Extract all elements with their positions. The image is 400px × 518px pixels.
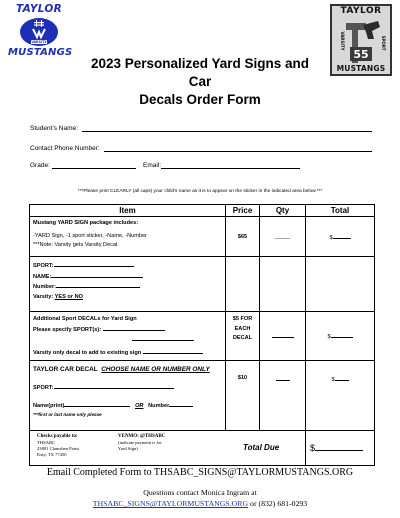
logo-ball-text: VARSITY — [31, 40, 47, 45]
car-total-field[interactable] — [306, 361, 375, 431]
student-name-field[interactable] — [82, 131, 372, 132]
additional-total-field[interactable] — [306, 312, 375, 361]
table-row-sign-details — [30, 257, 375, 312]
package-qty-field[interactable]: _____ — [260, 217, 306, 257]
logo-number: 55 — [353, 48, 369, 61]
additional-price-2: EACH — [234, 325, 251, 332]
table-row-car-decal — [30, 361, 375, 431]
email-instruction: Email Completed Form to THSABC_SIGNS@TAYLORMUSTANGS.ORG — [46, 467, 354, 478]
additional-footnote[interactable] — [33, 348, 222, 359]
table-row-additional-decals — [30, 312, 375, 361]
car-sport-label: SPORT: — [33, 384, 54, 391]
venmo-line-1: (indicate payment is for — [118, 440, 162, 445]
details-varsity[interactable] — [33, 293, 222, 303]
football-icon — [19, 16, 59, 48]
total-due-field[interactable] — [306, 431, 375, 466]
additional-footnote-text: Varsity only decal to add to existing sign — [33, 349, 142, 356]
package-total-prefix: $ — [329, 234, 333, 241]
car-sport[interactable] — [33, 383, 222, 394]
package-title: Mustang YARD SIGN package includes: — [33, 220, 139, 226]
package-line-1: -YARD Sign, -1 sport sticker, -Name, -Number — [33, 232, 147, 239]
logo-left-top-text: TAYLOR — [16, 3, 62, 15]
header-price: Price — [226, 205, 260, 217]
details-name-label: NAME: — [33, 273, 52, 280]
table-row-payment — [30, 431, 375, 466]
additional-price-3: DECAL — [232, 335, 253, 341]
car-number-label: Number — [148, 403, 170, 409]
additional-specify-label: Please specify SPORT(s): — [33, 326, 102, 333]
contact-phone: or (832) 681-0293 — [248, 499, 308, 508]
additional-qty-field[interactable] — [260, 312, 306, 361]
email-label: Email: — [143, 162, 162, 169]
details-varsity-options[interactable]: YES or NO — [54, 293, 83, 300]
car-total-prefix: $ — [331, 377, 335, 383]
logo-right-top-text: TAYLOR — [332, 7, 390, 16]
additional-total-prefix: $ — [327, 334, 331, 340]
car-footnote: ***first or last name only please — [33, 411, 102, 417]
taylor-mustangs-logo-left — [8, 3, 73, 58]
logo-right-bottom-text: MUSTANGS — [332, 65, 390, 73]
order-table — [29, 204, 375, 466]
total-due-label: Total Due — [243, 443, 280, 452]
car-or: OR — [135, 403, 144, 409]
checks-line-2: 23801 Clamshen Point — [37, 446, 79, 451]
checks-line-1: THSABC — [37, 440, 56, 445]
additional-price-1: $5 FOR — [232, 316, 253, 322]
student-name-label: Student’s Name: — [30, 125, 78, 132]
details-sport[interactable] — [33, 261, 222, 272]
car-qty-field[interactable] — [260, 361, 306, 431]
venmo-line-2: Yard Sign) — [118, 446, 138, 451]
venmo-header: VENMO: @THSABC — [118, 434, 166, 439]
checks-header: Checks payable to: — [37, 434, 78, 439]
contact-phone-label: Contact Phone Number: — [30, 145, 100, 152]
header-total: Total — [306, 205, 375, 217]
header-qty: Qty — [260, 205, 306, 217]
additional-blank-line[interactable] — [33, 335, 222, 346]
contact-phone-field[interactable] — [104, 151, 372, 152]
car-title-line — [33, 365, 222, 375]
car-name-number[interactable] — [33, 401, 222, 412]
total-due-prefix: $ — [310, 443, 316, 453]
checks-payable-block — [37, 434, 79, 458]
details-number-label: Number: — [33, 284, 56, 290]
email-field[interactable] — [161, 168, 300, 169]
details-number[interactable] — [33, 282, 222, 293]
car-name-label: Name(print) — [33, 403, 65, 409]
details-varsity-label: Varsity: — [33, 293, 54, 300]
header-item: Item — [30, 205, 226, 217]
page-title — [80, 55, 320, 109]
taylor-mustangs-logo-right — [330, 4, 392, 76]
details-sport-label: SPORT: — [33, 263, 54, 269]
details-name[interactable] — [33, 272, 222, 283]
contact-line — [0, 499, 400, 508]
title-line-2: Decals Order Form — [139, 92, 261, 107]
logo-side-text-right: SPORT — [381, 35, 386, 51]
logo-left-bottom-text: MUSTANGS — [8, 47, 73, 58]
grade-label: Grade: — [30, 162, 50, 169]
title-line-1: 2023 Personalized Yard Signs and Car — [90, 56, 310, 89]
package-line-2: ***Note: Varsity gets Varsity Decal. — [33, 242, 119, 248]
additional-specify[interactable] — [33, 325, 222, 336]
car-title: TAYLOR CAR DECAL — [33, 366, 98, 373]
mustang-helmet-icon — [332, 17, 390, 67]
additional-title: Additional Sport DECALs for Yard Sign — [33, 316, 137, 322]
table-header-row — [30, 205, 375, 217]
grade-field[interactable] — [52, 168, 136, 169]
questions-line: Questions contact Monica Ingram at — [143, 488, 257, 497]
contact-email-link[interactable]: THSABC_SIGNS@TAYLORMUSTANGS.ORG — [92, 499, 249, 508]
logo-side-text-left: VARSITY — [340, 31, 345, 51]
package-price: $65 — [226, 217, 260, 257]
car-price: $10 — [226, 361, 260, 431]
checks-line-3: Katy, TX 77450 — [37, 452, 67, 457]
table-row-yard-sign-package — [30, 217, 375, 257]
print-clearly-note: ***Please print CLEARLY (all caps) your child’s name as it is to appear on the sticker in the indicated area below.*** — [77, 189, 323, 194]
package-total-field[interactable] — [306, 217, 375, 257]
venmo-block — [118, 434, 165, 452]
car-choose-note: CHOOSE NAME OR NUMBER ONLY — [101, 366, 210, 373]
